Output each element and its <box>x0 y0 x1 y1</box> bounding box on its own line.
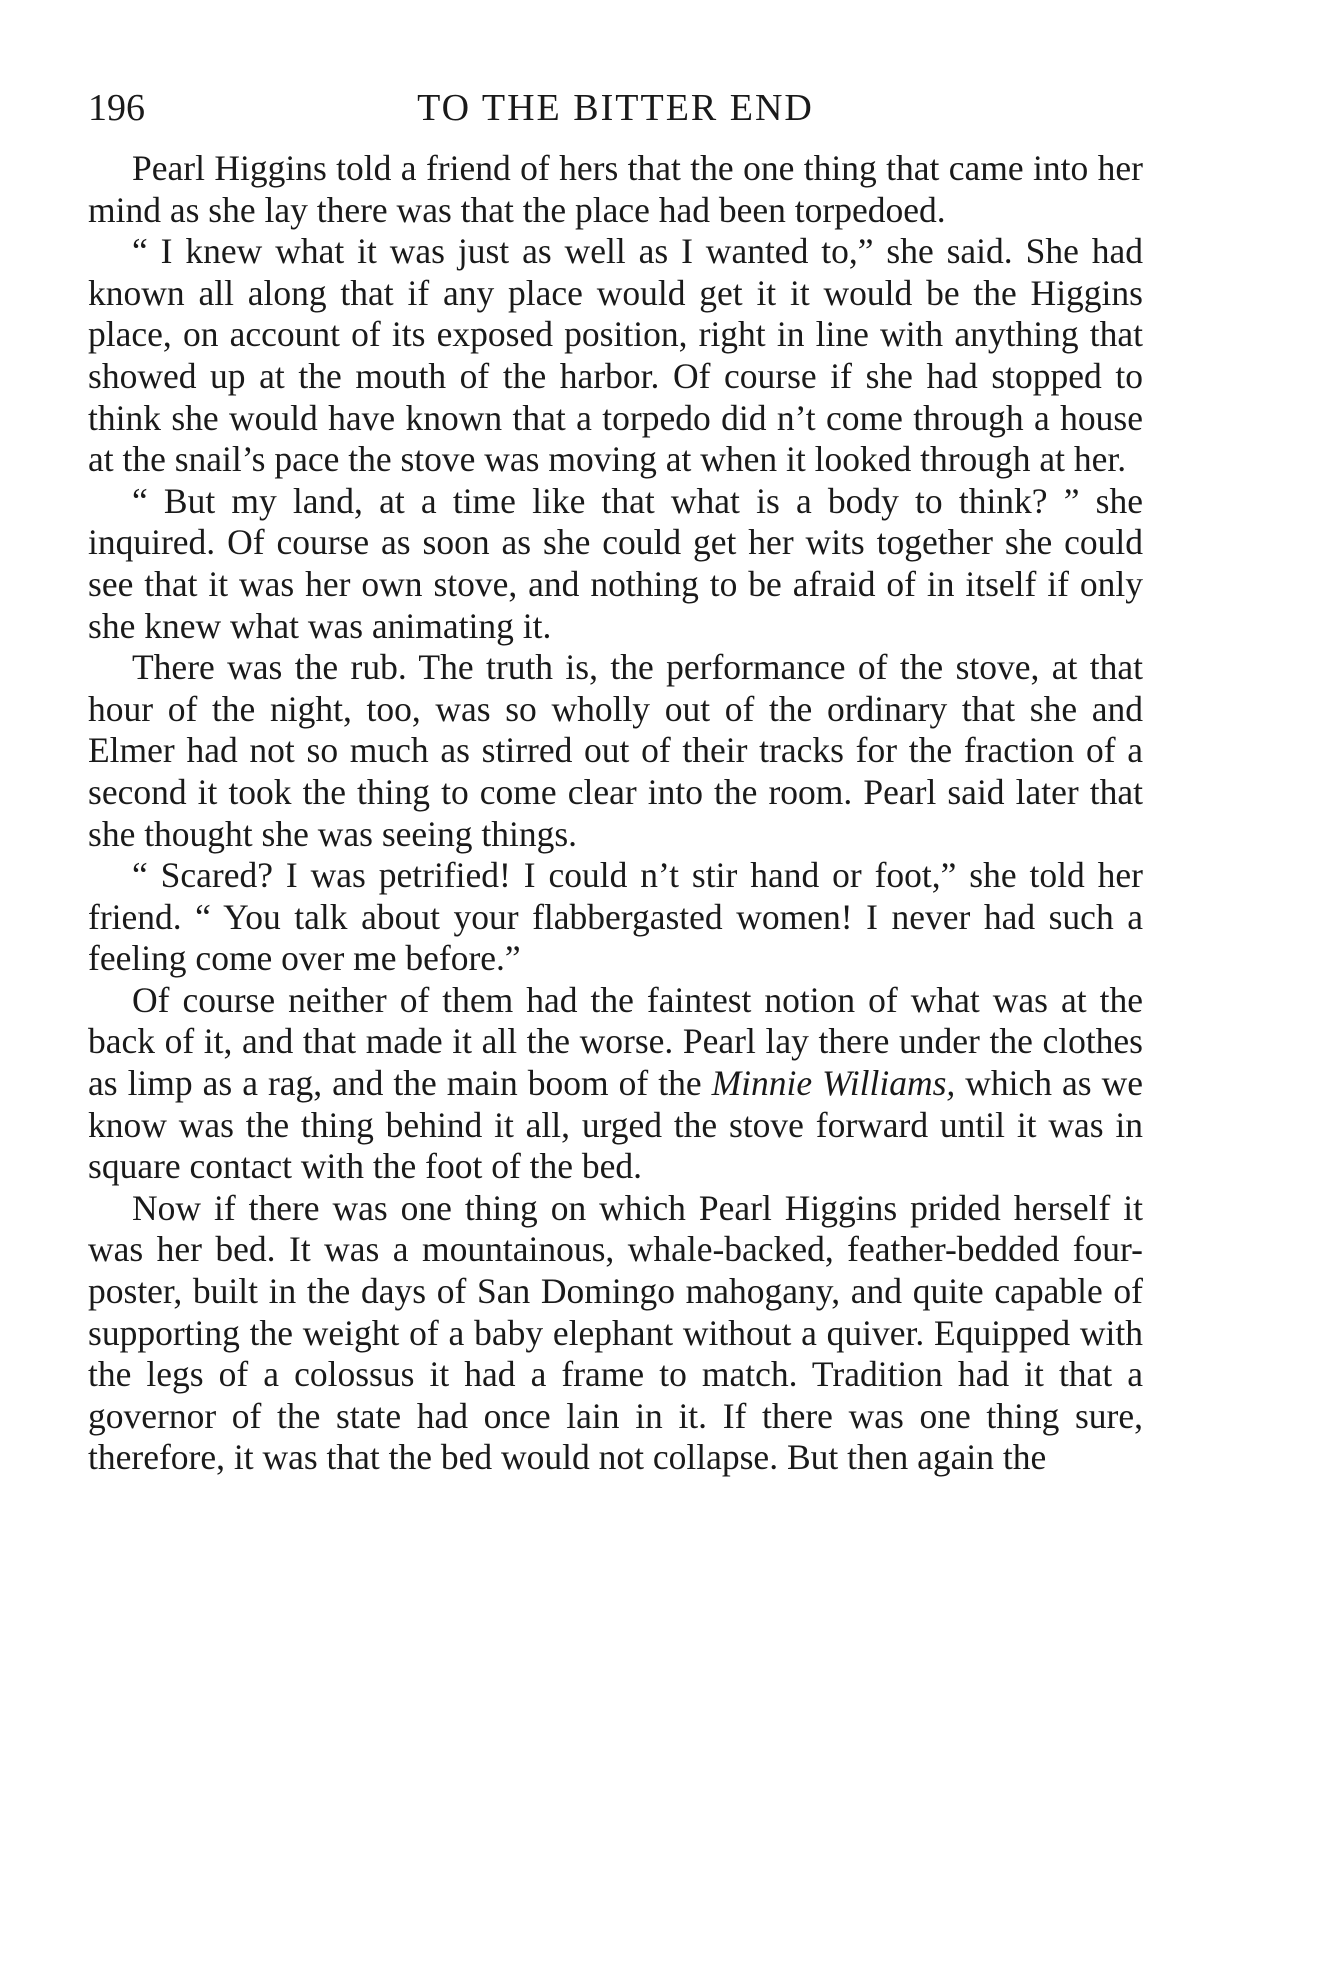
running-head <box>88 78 1143 138</box>
paragraph-main-boom-after: which as we know was the thing behind it all, urged the stove forward until it was in square contact with the foot of the bed. <box>88 1063 1143 1187</box>
paragraph-main-boom-before: Of course neither of them had the faintest notion of what was at the back of it, and that made it all the worse. Pearl lay there under the clothes as limp as a rag, and the main boom of the <box>88 979 1143 1104</box>
page-number: 196 <box>88 87 145 129</box>
paragraph-my-land: “ But my land, at a time like that what is a body to think? ” she inquired. Of course as soon as she could get her wits together she could see that it was her own stove, and nothing to be afraid of in itself if only she knew what was animating it. <box>88 480 1143 646</box>
body-text <box>88 148 1143 1479</box>
paragraph-the-bed: Now if there was one thing on which Pearl Higgins prided herself it was her bed. It was a mountainous, whale-backed, feather-bedded four-poster, built in the days of San Domingo mahogany, and quite capable of supporting the weight of a baby elephant without a quiver. Equipped with the legs of a colossus it had a frame to match. Tradition had it that a governor of the state had once lain in it. If there was one thing sure, therefore, it was that the bed would not collapse. But then again the <box>88 1187 1143 1478</box>
book-page <box>88 78 1143 1479</box>
paragraph-scared: “ Scared? I was petrified! I could n’t stir hand or foot,” she told her friend. “ You talk about your flabbergasted women! I never had such a feeling come over me before.” <box>88 855 1143 979</box>
paragraph-the-rub: There was the rub. The truth is, the performance of the stove, at that hour of the night, too, was so wholly out of the ordinary that she and Elmer had not so much as stirred out of their tracks for the fraction of a second it took the thing to come clear into the room. Pearl said later that she thought she was seeing things. <box>88 647 1143 854</box>
paragraph-main-boom <box>88 980 1143 1188</box>
ship-name: Minnie Williams, <box>711 1063 956 1104</box>
paragraph-torpedoed: Pearl Higgins told a friend of hers that the one thing that came into her mind as she lay there was that the place had been torpedoed. <box>88 148 1143 230</box>
paragraph-knew-what-it-was: “ I knew what it was just as well as I wanted to,” she said. She had known all along that if any place would get it it would be the Higgins place, on account of its exposed position, right in line with anything that showed up at the mouth of the harbor. Of course if she had stopped to think she would have known that a torpedo did n’t come through a house at the snail’s pace the stove was moving at when it looked through at her. <box>88 231 1143 480</box>
running-title: TO THE BITTER END <box>417 87 814 129</box>
